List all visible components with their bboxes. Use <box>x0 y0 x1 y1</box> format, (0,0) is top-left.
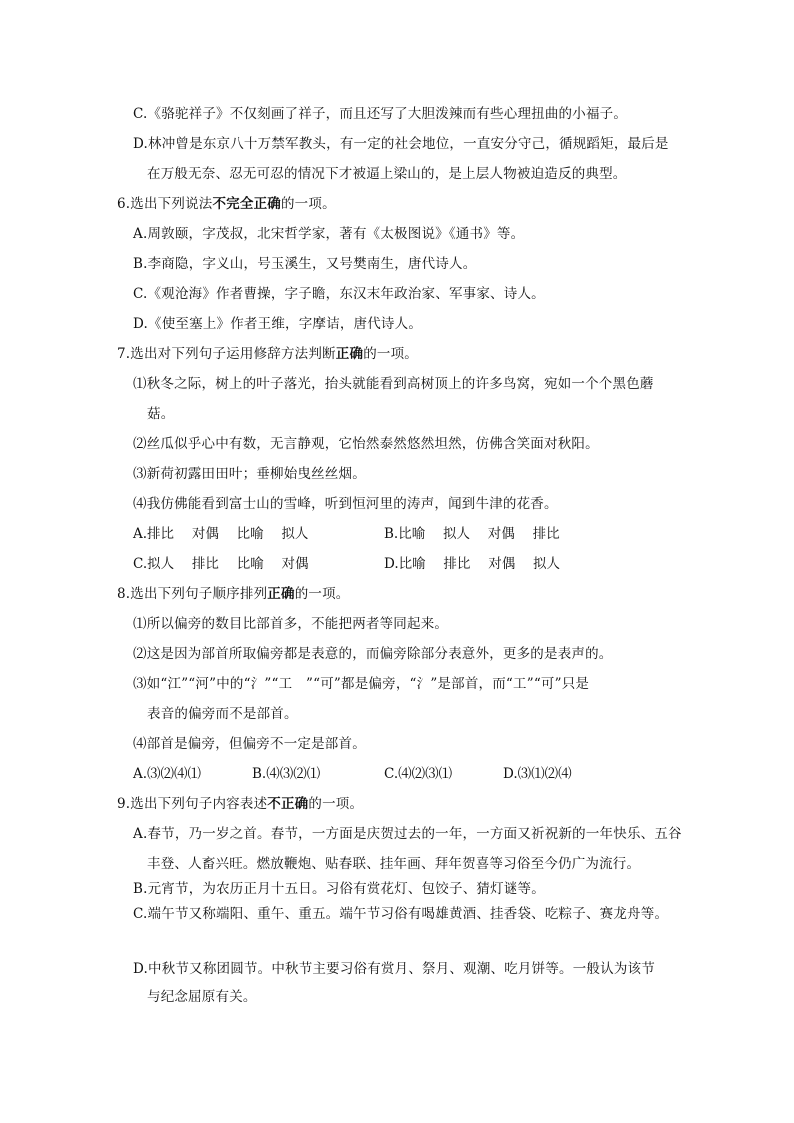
q9-option-c: C.端午节又称端阳、重午、重五。端午节习俗有喝雄黄酒、挂香袋、吃粽子、赛龙舟等。 <box>133 906 669 922</box>
q7-stem <box>117 345 418 363</box>
q9-option-a-line1: A.春节，乃一岁之首。春节，一方面是庆贺过去的一年，一方面又祈祝新的一年快乐、五谷 <box>133 826 682 842</box>
q5-option-c: C.《骆驼祥子》不仅刻画了祥子，而且还写了大胆泼辣而有些心理扭曲的小福子。 <box>133 106 628 122</box>
q8-stem-post: 的一项。 <box>294 586 350 602</box>
q6-stem-post: 的一项。 <box>280 196 336 212</box>
q6-option-b: B.李商隐，字义山，号玉溪生，又号樊南生，唐代诗人。 <box>133 256 477 272</box>
q7-stem-post: 的一项。 <box>363 346 418 362</box>
q9-stem-post: 的一项。 <box>308 796 364 812</box>
q7-sentence-3: ⑶新荷初露田田叶；垂柳始曳丝丝烟。 <box>133 466 366 482</box>
q8-sentence-3-line2: 表音的偏旁而不是部首。 <box>147 706 298 722</box>
q8-option-c: C.⑷⑵⑶⑴ <box>384 766 453 782</box>
q8-sentence-1: ⑴所以偏旁的数目比部首多，不能把两者等同起来。 <box>133 616 449 632</box>
q8-sentence-4: ⑷部首是偏旁，但偏旁不一定是部首。 <box>133 736 366 752</box>
q7-stem-emphasis: 正确 <box>335 346 364 362</box>
q9-option-d-line1: D.中秋节又称团圆节。中秋节主要习俗有赏月、祭月、观潮、吃月饼等。一般认为该节 <box>133 961 655 977</box>
q9-stem <box>117 795 363 813</box>
q7-option-c: C.拟人 排比 比喻 对偶 <box>133 556 309 572</box>
q8-option-d: D.⑶⑴⑵⑷ <box>503 766 572 782</box>
q8-option-b: B.⑷⑶⑵⑴ <box>252 766 321 782</box>
q8-stem-emphasis: 正确 <box>267 586 295 602</box>
q8-stem <box>117 585 350 603</box>
q9-stem-emphasis: 不正确 <box>267 796 309 812</box>
q7-sentence-1-line1: ⑴秋冬之际，树上的叶子落光，抬头就能看到高树顶上的许多鸟窝，宛如一个个黑色蘑 <box>133 376 654 392</box>
q9-option-d-line2: 与纪念屈原有关。 <box>147 989 257 1005</box>
q7-stem-pre: 7.选出对下列句子运用修辞方法判断 <box>117 346 336 362</box>
q8-stem-pre: 8.选出下列句子顺序排列 <box>117 586 268 602</box>
q6-stem <box>117 195 336 213</box>
q9-stem-pre: 9.选出下列句子内容表述 <box>117 796 268 812</box>
q9-option-b: B.元宵节，为农历正月十五日。习俗有赏花灯、包饺子、猜灯谜等。 <box>133 881 545 897</box>
q7-option-d: D.比喻 排比 对偶 拟人 <box>384 556 561 572</box>
q7-sentence-2: ⑵丝瓜似乎心中有数，无言静观，它怡然泰然悠然坦然，仿佛含笑面对秋阳。 <box>133 436 599 452</box>
q9-option-a-line2: 丰登、人畜兴旺。燃放鞭炮、贴春联、挂年画、拜年贺喜等习俗至今仍广为流行。 <box>147 856 641 872</box>
q8-option-a: A.⑶⑵⑷⑴ <box>133 766 202 782</box>
q5-option-d-line2: 在万般无奈、忍无可忍的情况下才被逼上梁山的，是上层人物被迫造反的典型。 <box>147 166 627 182</box>
q7-sentence-1-line2: 菇。 <box>147 406 175 422</box>
q6-stem-emphasis: 不完全正确 <box>212 196 281 212</box>
q6-stem-pre: 6.选出下列说法 <box>117 196 213 212</box>
q7-option-a: A.排比 对偶 比喻 拟人 <box>133 526 309 542</box>
q6-option-a: A.周敦颐，字茂叔，北宋哲学家，著有《太极图说》《通书》等。 <box>133 226 525 242</box>
q6-option-c: C.《观沧海》作者曹操，字子瞻，东汉末年政治家、军事家、诗人。 <box>133 286 545 302</box>
q5-option-d-line1: D.林冲曾是东京八十万禁军教头，有一定的社会地位，一直安分守己，循规蹈矩，最后是 <box>133 136 669 152</box>
q8-sentence-2: ⑵这是因为部首所取偏旁都是表意的，而偏旁除部分表意外，更多的是表声的。 <box>133 646 613 662</box>
q8-sentence-3-line1: ⑶如“江”“河”中的“氵”“工 ”“可”都是偏旁，“氵”是部首，而“工”“可”只是 <box>133 676 590 692</box>
q6-option-d: D.《使至塞上》作者王维，字摩诘，唐代诗人。 <box>133 316 423 332</box>
q7-sentence-4: ⑷我仿佛能看到富士山的雪峰，听到恒河里的涛声，闻到牛津的花香。 <box>133 496 558 512</box>
q7-option-b: B.比喻 拟人 对偶 排比 <box>384 526 560 542</box>
